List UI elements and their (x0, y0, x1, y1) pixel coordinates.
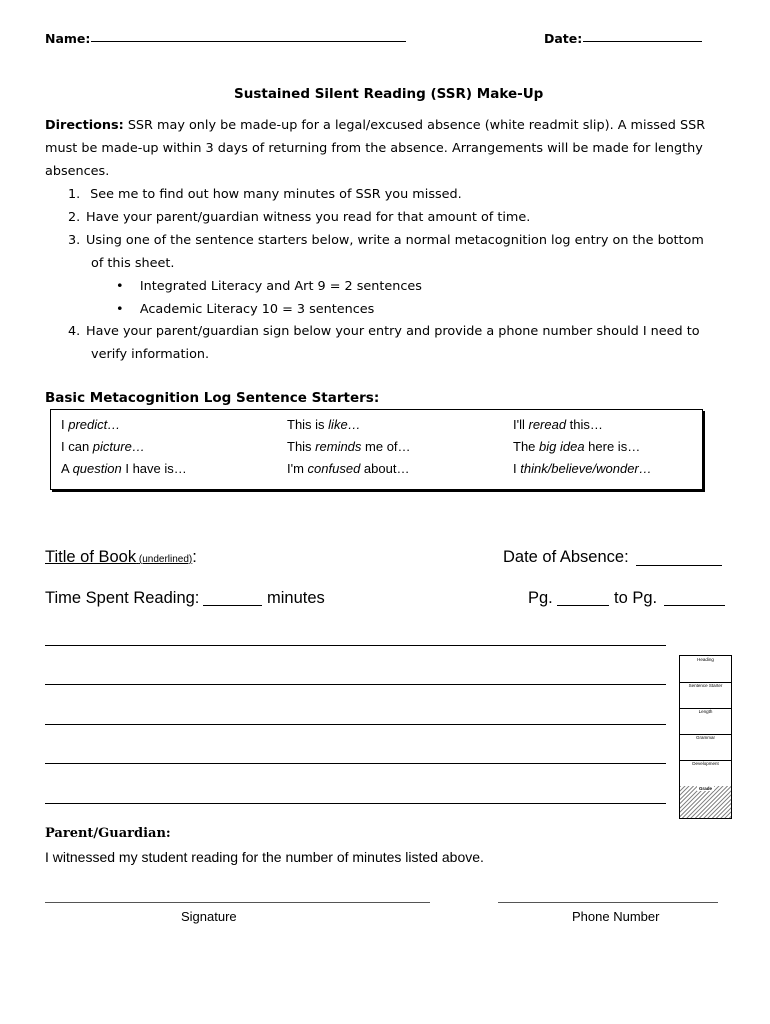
signature-label: Signature (181, 909, 237, 924)
directions-label: Directions: (45, 118, 124, 133)
writing-line-4[interactable] (45, 763, 666, 764)
pg-end-field[interactable] (664, 591, 725, 606)
step-4-cont: verify information. (91, 347, 210, 362)
grading-rubric (679, 655, 732, 819)
starter-picture: I can picture… (61, 439, 145, 454)
starter-reminds: This reminds me of… (287, 439, 411, 454)
rubric-grammar: Grammar (680, 734, 731, 761)
bullet-1: • Integrated Literacy and Art 9 = 2 sentences (116, 279, 422, 294)
step-1: 1. See me to find out how many minutes of SSR you missed. (68, 187, 462, 202)
starter-predict: I predict… (61, 417, 121, 432)
page-title: Sustained Silent Reading (SSR) Make-Up (234, 86, 544, 102)
date-field[interactable] (583, 29, 702, 42)
writing-line-1[interactable] (45, 645, 666, 646)
date-of-absence-field[interactable] (636, 551, 722, 566)
step-3: 3. Using one of the sentence starters below, write a normal metacognition log entry on the bottom (68, 233, 704, 248)
starter-reread: I'll reread this… (513, 417, 603, 432)
rubric-length: Length (680, 708, 731, 735)
name-field[interactable] (91, 29, 406, 42)
starter-like: This is like… (287, 417, 361, 432)
bullet-dot-icon: • (116, 302, 124, 317)
starter-big-idea: The big idea here is… (513, 439, 641, 454)
starters-table (50, 409, 703, 490)
starter-confused: I'm confused about… (287, 461, 410, 476)
step-2: 2. Have your parent/guardian witness you read for that amount of time. (68, 210, 531, 225)
directions-line1 (45, 114, 705, 137)
rubric-grade: Grade (680, 786, 731, 818)
date-of-absence-label: Date of Absence: (503, 548, 629, 566)
date-label: Date: (544, 31, 583, 46)
step-3-cont: of this sheet. (91, 256, 175, 271)
name-label: Name: (45, 31, 91, 46)
pg-start-field[interactable] (557, 591, 609, 606)
pg-label: Pg. (528, 589, 553, 607)
rubric-sentence-starter: Sentence Starter (680, 682, 731, 709)
directions-line3: absences. (45, 164, 110, 179)
phone-label: Phone Number (572, 909, 660, 924)
title-of-book-label: Title of Book (underlined): (45, 548, 197, 566)
parent-statement: I witnessed my student reading for the number of minutes listed above. (45, 849, 484, 865)
starter-question: A question I have is… (61, 461, 187, 476)
rubric-development: Development (680, 760, 731, 787)
writing-line-3[interactable] (45, 724, 666, 725)
writing-line-5[interactable] (45, 803, 666, 804)
directions-text1: SSR may only be made-up for a legal/excused absence (white readmit slip). A missed SSR (127, 118, 706, 133)
starter-think: I think/believe/wonder… (513, 461, 652, 476)
starters-heading: Basic Metacognition Log Sentence Starters: (45, 390, 380, 406)
step-4: 4. Have your parent/guardian sign below your entry and provide a phone number should I need to (68, 324, 700, 339)
bullet-2: • Academic Literacy 10 = 3 sentences (116, 302, 375, 317)
minutes-label: minutes (267, 589, 325, 607)
directions-line2: must be made-up within 3 days of returning from the absence. Arrangements will be made for lengthy (45, 141, 703, 156)
time-spent-label: Time Spent Reading: (45, 589, 200, 607)
phone-line[interactable] (498, 902, 718, 903)
parent-heading: Parent/Guardian: (45, 826, 171, 841)
to-pg-label: to Pg. (614, 589, 658, 607)
time-spent-field[interactable] (203, 591, 262, 606)
writing-line-2[interactable] (45, 684, 666, 685)
bullet-dot-icon: • (116, 279, 124, 294)
signature-line[interactable] (45, 902, 430, 903)
rubric-heading: Heading (680, 656, 731, 683)
